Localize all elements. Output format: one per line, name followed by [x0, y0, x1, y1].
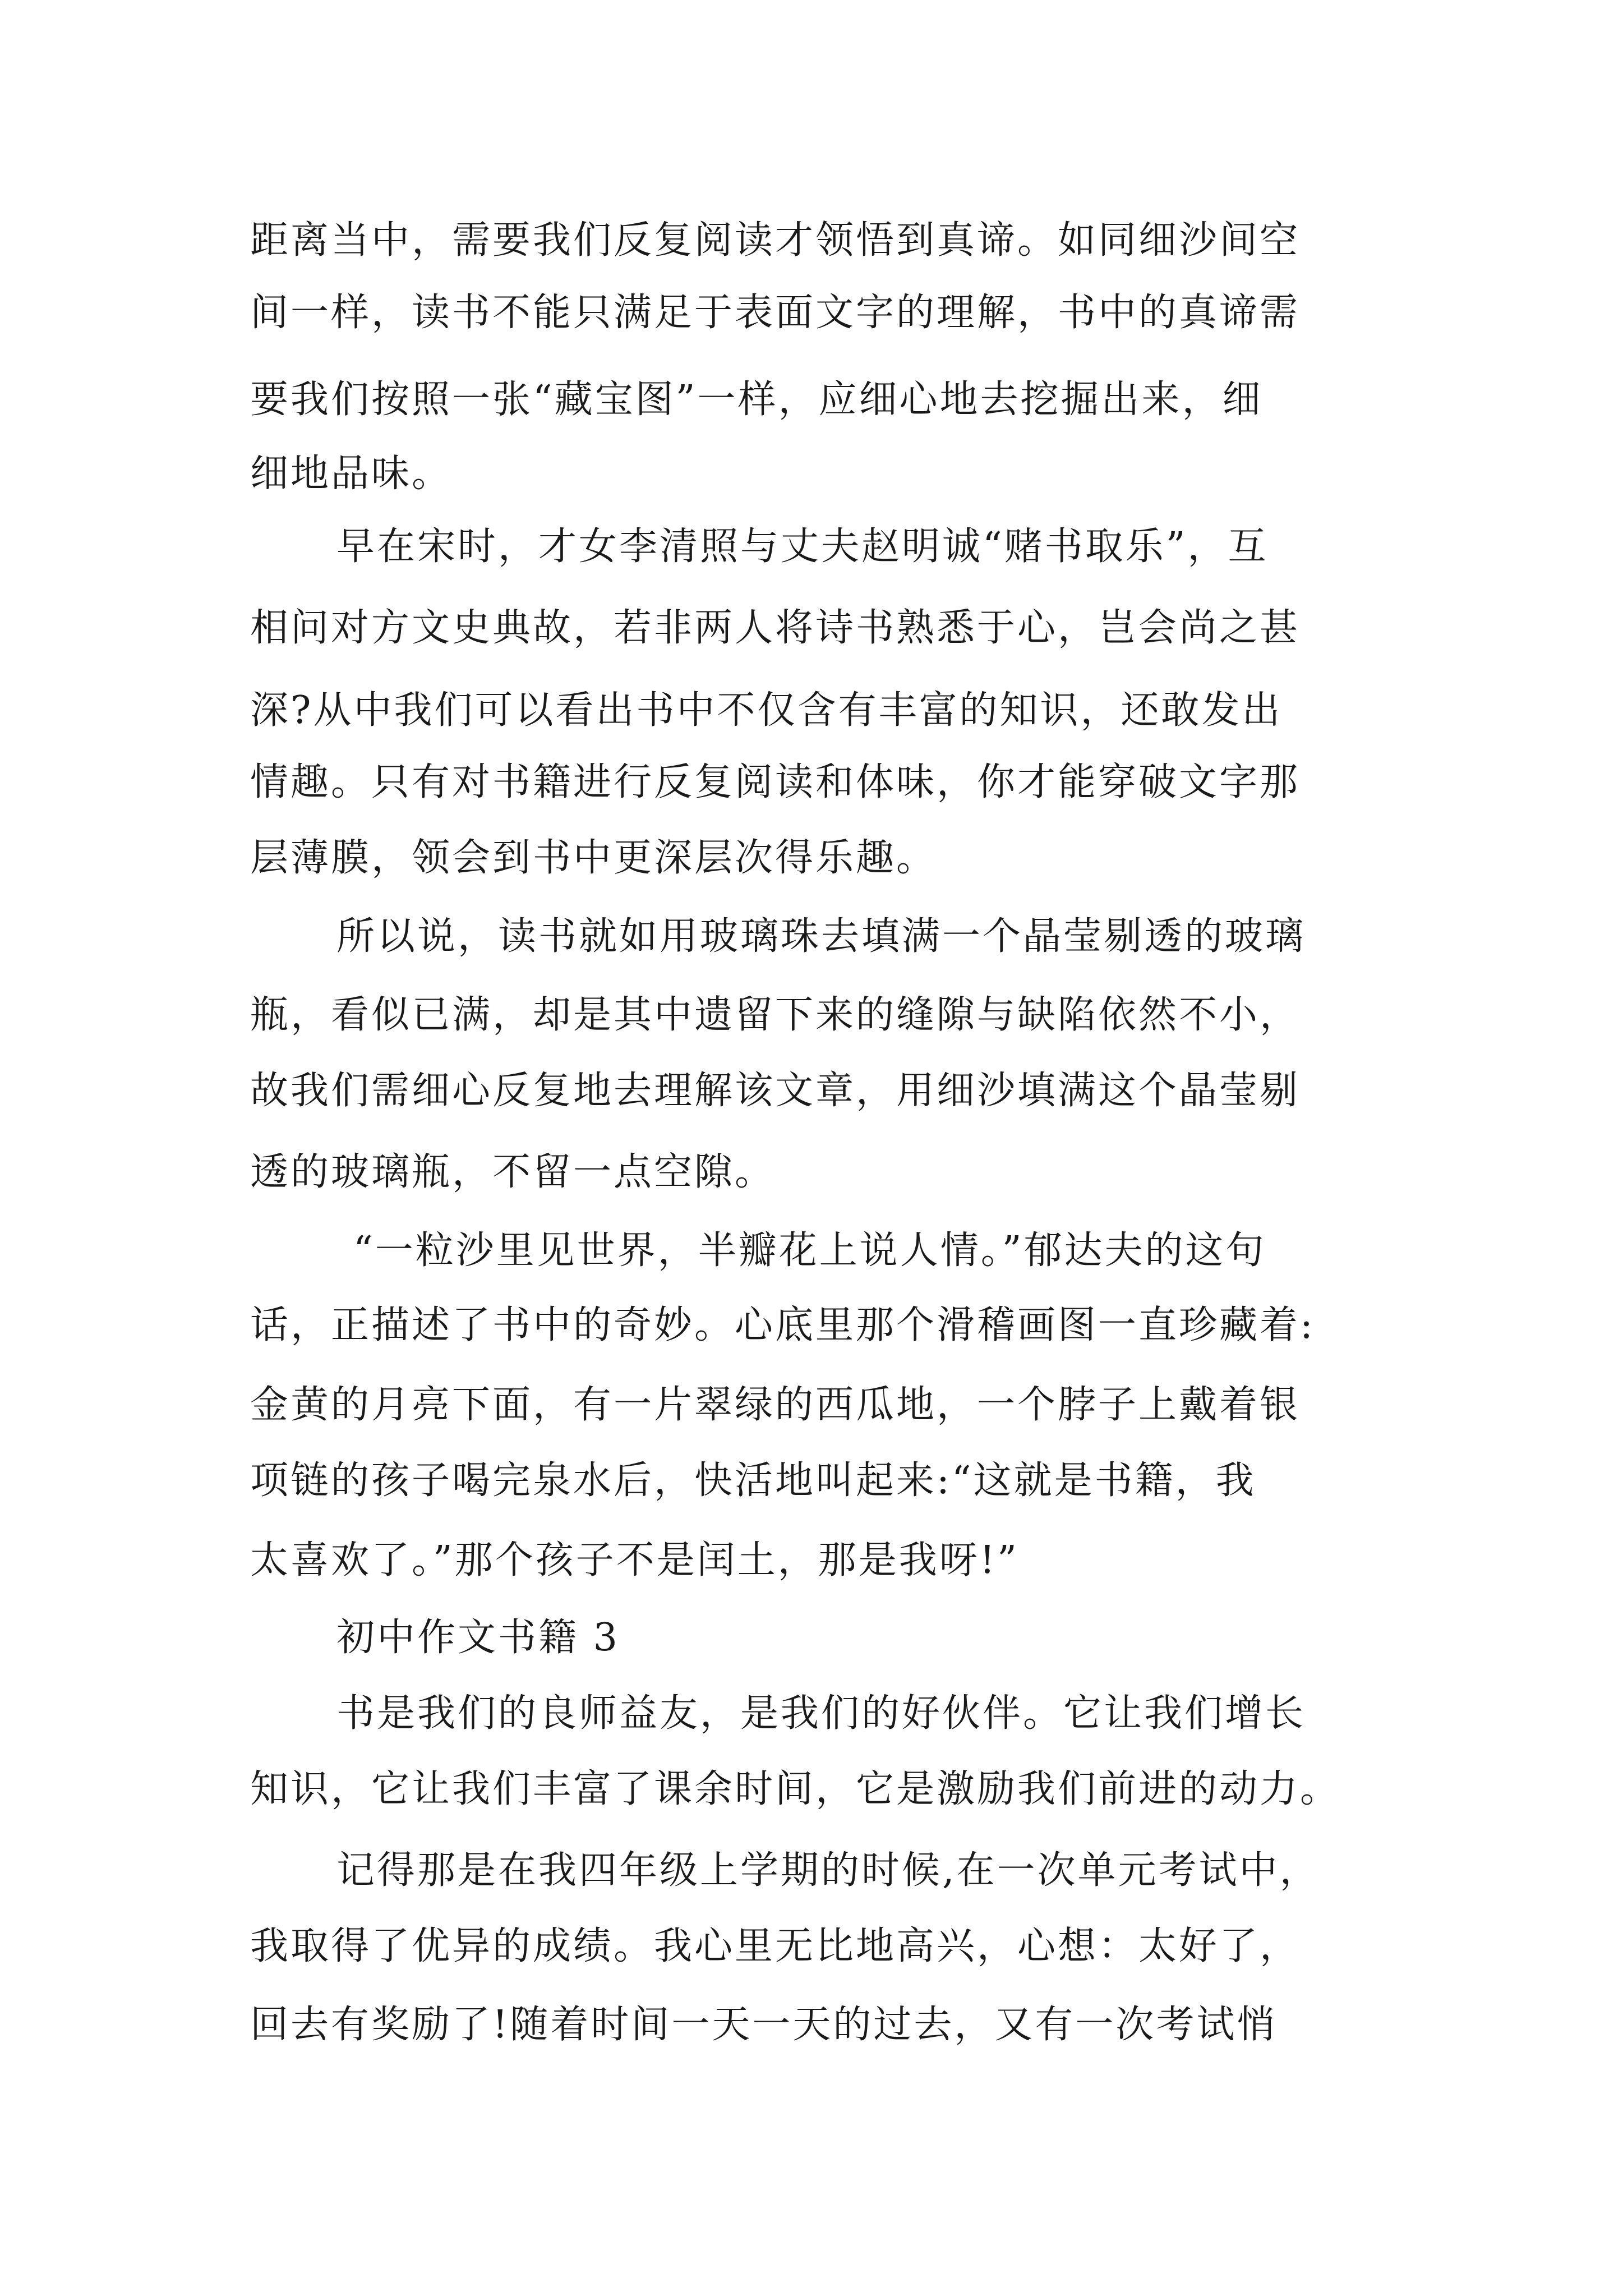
body-text-line: 深?从中我们可以看出书中不仅含有丰富的知识，还敢发出: [250, 688, 1283, 733]
body-text-line: 知识，它让我们丰富了课余时间，它是激励我们前进的动力。: [250, 1767, 1341, 1811]
body-text-line: 太喜欢了。”那个孩子不是闰土，那是我呀!”: [250, 1538, 1019, 1582]
body-text-line: 我取得了优异的成绩。我心里无比地高兴，心想：太好了，: [250, 1924, 1301, 1968]
body-text-line: 瓶，看似已满，却是其中遗留下来的缝隙与缺陷依然不小，: [250, 993, 1301, 1037]
body-text-line: 透的玻璃瓶，不留一点空隙。: [250, 1150, 776, 1194]
body-text-line: “一粒沙里见世界，半瓣花上说人情。”郁达夫的这句: [353, 1228, 1266, 1273]
section-heading: 初中作文书籍 3: [336, 1616, 620, 1660]
body-text-line: 层薄膜，领会到书中更深层次得乐趣。: [250, 836, 937, 880]
body-text-line: 记得那是在我四年级上学期的时候,在一次单元考试中，: [336, 1848, 1320, 1893]
body-text-line: 书是我们的良师益友，是我们的好伙伴。它让我们增长: [336, 1691, 1306, 1736]
body-text-line: 故我们需细心反复地去理解该文章，用细沙填满这个晶莹剔: [250, 1069, 1301, 1113]
body-text-line: 回去有奖励了!随着时间一天一天的过去，又有一次考试悄: [250, 2003, 1278, 2047]
body-text-line: 项链的孩子喝完泉水后，快活地叫起来:“这就是书籍，我: [250, 1458, 1256, 1503]
body-text-line: 间一样，读书不能只满足于表面文字的理解，书中的真谛需: [250, 291, 1301, 335]
body-text-line: 细地品味。: [250, 452, 453, 496]
body-text-line: 所以说，读书就如用玻璃珠去填满一个晶莹剔透的玻璃: [336, 914, 1306, 959]
body-text-line: 相问对方文史典故，若非两人将诗书熟悉于心，岂会尚之甚: [250, 606, 1301, 650]
body-text-line: 金黄的月亮下面，有一片翠绿的西瓜地，一个脖子上戴着银: [250, 1383, 1301, 1427]
body-text-line: 话，正描述了书中的奇妙。心底里那个滑稽画图一直珍藏着:: [250, 1303, 1315, 1347]
body-text-line: 距离当中，需要我们反复阅读才领悟到真谛。如同细沙间空: [250, 218, 1301, 263]
body-text-line: 要我们按照一张“藏宝图”一样，应细心地去挖掘出来，细: [250, 378, 1263, 422]
body-text-line: 早在宋时，才女李清照与丈夫赵明诚“赌书取乐”，互: [336, 524, 1269, 569]
body-text-line: 情趣。只有对书籍进行反复阅读和体味，你才能穿破文字那: [250, 760, 1301, 804]
